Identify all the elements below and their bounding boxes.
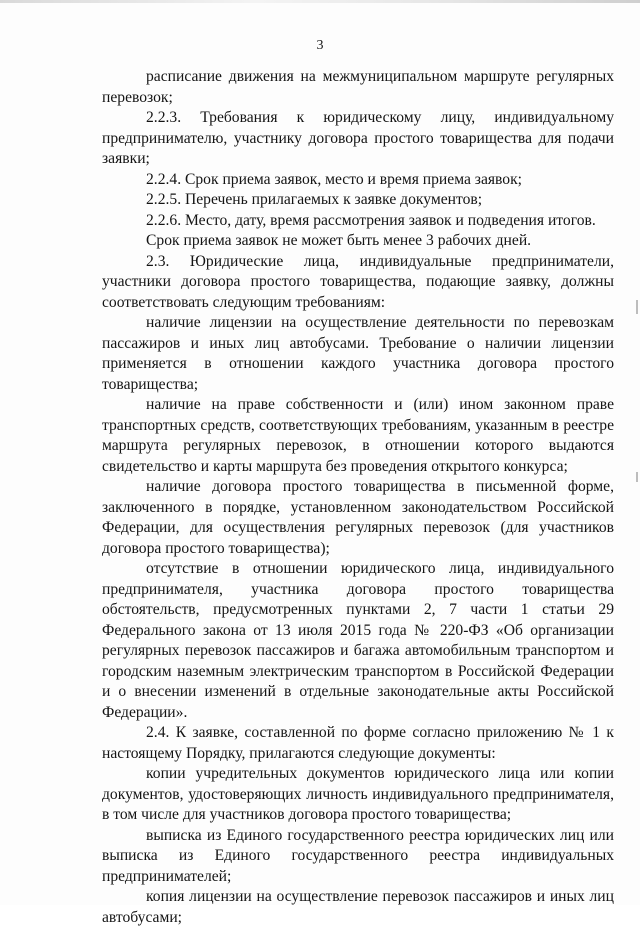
- scan-top-edge: [0, 0, 640, 3]
- paragraph: наличие на праве собственности и (или) ином законном праве транспортных средств, соответствующих требованиям, указанным в реестре маршрута регулярных перевозок, в отношении которого выдаются свидетельство и карты маршрута без проведения открытого конкурса;: [102, 396, 614, 475]
- page-number: 3: [316, 38, 324, 53]
- paragraph: расписание движения на межмуниципальном маршруте регулярных перевозок;: [102, 68, 614, 106]
- paragraph: 2.2.4. Срок приема заявок, место и время приема заявок;: [146, 170, 522, 188]
- scan-margin-mark: [636, 472, 638, 482]
- paragraph: Срок приема заявок не может быть менее 3 рабочих дней.: [146, 232, 532, 249]
- paragraph: копии учредительных документов юридического лица или копии документов, удостоверяющих личность индивидуального предпринимателя, в том числе для участников договора простого товарищества;: [102, 765, 614, 823]
- paragraph: 2.4. К заявке, составленной по форме согласно приложению № 1 к настоящему Порядку, прилагаются следующие документы:: [102, 724, 614, 762]
- document-body: [102, 67, 614, 928]
- paragraph: копия лицензии на осуществление перевозок пассажиров и иных лиц автобусами;: [102, 888, 614, 926]
- scan-margin-mark: [636, 300, 638, 314]
- paragraph: 2.2.5. Перечень прилагаемых к заявке документов;: [146, 191, 483, 208]
- paragraph: 2.2.3. Требования к юридическому лицу, индивидуальному предпринимателю, участнику договора простого товарищества для подачи заявки;: [102, 109, 614, 167]
- paragraph: отсутствие в отношении юридического лица, индивидуального предпринимателя, участника договора простого товарищества обстоятельств, предусмотренных пунктами 2, 7 части 1 статьи 29 Федерального закона от 13 июля 2015 года № 220-ФЗ «Об организации регулярных перевозок пассажиров и багажа автомобильным транспортом и городским наземным электрическим транспортом в Российской Федерации и о внесении изменений в отдельные законодательные акты Российской Федерации».: [102, 560, 614, 721]
- paragraph: 2.3. Юридические лица, индивидуальные предприниматели, участники договора простого товарищества, подающие заявку, должны соответствовать следующим требованиям:: [102, 252, 614, 311]
- paragraph: 2.2.6. Место, дату, время рассмотрения заявок и подведения итогов.: [146, 211, 596, 229]
- paragraph: наличие лицензии на осуществление деятельности по перевозкам пассажиров и иных лиц автобусами. Требование о наличии лицензии применяется в отношении каждого участника договора простого товарищества;: [102, 314, 614, 393]
- paragraph: выписка из Единого государственного реестра юридических лиц или выписка из Единого государственного реестра индивидуальных предпринимателей;: [102, 826, 614, 885]
- paragraph: наличие договора простого товарищества в письменной форме, заключенного в порядке, установленном законодательством Российской Федерации, для осуществления регулярных перевозок (для участников договора простого товарищества);: [102, 478, 614, 557]
